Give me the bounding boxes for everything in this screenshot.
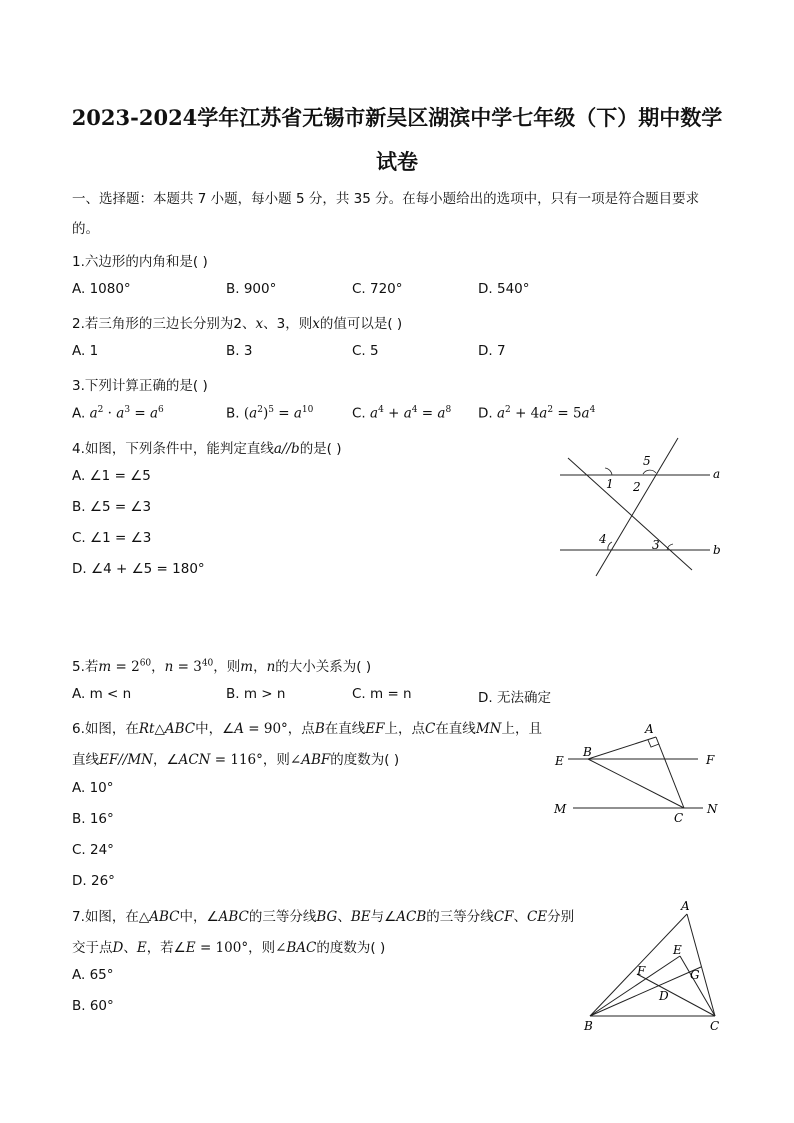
q5-option-c: C. m = n bbox=[352, 686, 412, 702]
q5-option-a: A. m < n bbox=[72, 686, 132, 702]
q1-option-a: A. 1080° bbox=[72, 281, 131, 297]
q6-option-b: B. 16° bbox=[72, 811, 114, 827]
q4-var-ab: a//b bbox=[273, 441, 300, 457]
q3-option-c-label: C. bbox=[352, 405, 366, 422]
q3-option-d: D. $a^2 + 4a^2 = 5a^4$ bbox=[478, 405, 596, 422]
q5-stem-sep: ， bbox=[151, 659, 165, 675]
q2-option-c: C. 5 bbox=[352, 343, 379, 359]
q6-figure bbox=[548, 715, 728, 830]
q1-stem: 1.六边形的内角和是( ) bbox=[72, 254, 208, 270]
q5-option-d: D. 无法确定 bbox=[478, 690, 551, 706]
q3-option-b: B. $(a^2)^5 = a^{10}$ bbox=[226, 405, 314, 422]
q7-option-a: A. 65° bbox=[72, 967, 114, 983]
q4-arc-5 bbox=[643, 470, 656, 474]
q4-stem-b: 的是( ) bbox=[299, 441, 342, 457]
q2-option-a: A. 1 bbox=[72, 343, 99, 359]
q6-option-a: A. 10° bbox=[72, 780, 114, 796]
q4-option-b: B. ∠5 = ∠3 bbox=[72, 499, 152, 515]
q5-stem-a: 5.若 bbox=[72, 659, 99, 675]
q4-option-a: A. ∠1 = ∠5 bbox=[72, 468, 151, 484]
q2-stem bbox=[72, 312, 402, 332]
q4-figure bbox=[550, 430, 730, 585]
q4-option-d: D. ∠4 + ∠5 = 180° bbox=[72, 561, 205, 577]
q4-label-3: 3 bbox=[652, 538, 660, 552]
q4-transversal-1 bbox=[596, 438, 678, 576]
q3-option-a-label: A. bbox=[72, 405, 86, 422]
q1-option-c: C. 720° bbox=[352, 281, 403, 297]
q7-label-g: G bbox=[690, 968, 700, 982]
paper-title-line1: 2023-2024学年江苏省无锡市新吴区湖滨中学七年级（下）期中数学 bbox=[71, 105, 723, 130]
q1-option-d: D. 540° bbox=[478, 281, 530, 297]
q4-label-4: 4 bbox=[599, 532, 607, 546]
q6-label-f: F bbox=[706, 753, 715, 767]
q4-stem-a: 4.如图，下列条件中，能判定直线 bbox=[72, 441, 274, 457]
q1-option-b: B. 900° bbox=[226, 281, 277, 297]
q6-label-m: M bbox=[554, 802, 567, 816]
section-instruction-line2: 的。 bbox=[72, 221, 99, 237]
q3-option-c: C. $a^4 + a^4 = a^8$ bbox=[352, 405, 452, 422]
q6-option-d: D. 26° bbox=[72, 873, 115, 889]
q2-stem-a: 2.若三角形的三边长分别为2、 bbox=[72, 316, 256, 332]
q4-stem bbox=[72, 437, 342, 457]
q6-stem-line1: 6.如图，在Rt△ABC中，∠A = 90°，点B在直线EF上，点C在直线MN上，且 bbox=[72, 721, 542, 737]
q6-stem-line2: 直线EF//MN，∠ACN = 116°，则∠ABF的度数为( ) bbox=[72, 752, 400, 768]
q4-arc-1 bbox=[605, 468, 612, 475]
q7-stem-line2: 交于点D、E，若∠E = 100°，则∠BAC的度数为( ) bbox=[72, 940, 386, 956]
q7-label-b: B bbox=[584, 1019, 593, 1033]
q7-line-be bbox=[590, 956, 680, 1016]
q7-label-f: F bbox=[637, 964, 646, 978]
q6-side-ac bbox=[656, 737, 684, 808]
q2-stem-b: 、3，则 bbox=[263, 316, 313, 332]
q6-side-ba bbox=[588, 737, 656, 759]
q6-label-a: A bbox=[645, 722, 654, 736]
q6-label-n: N bbox=[707, 802, 718, 816]
q3-option-a: A. $a^2 \cdot a^3 = a^6$ bbox=[72, 405, 164, 422]
q7-label-c: C bbox=[710, 1019, 720, 1033]
q4-label-5: 5 bbox=[643, 454, 651, 468]
q2-option-d: D. 7 bbox=[478, 343, 506, 359]
q5-stem-b: ，则 bbox=[213, 659, 241, 675]
q6-side-bc bbox=[588, 759, 684, 808]
q6-label-b: B bbox=[583, 745, 592, 759]
q3-option-d-label: D. bbox=[478, 405, 493, 422]
q5-option-b: B. m > n bbox=[226, 686, 286, 702]
q2-var-x2: x bbox=[312, 316, 320, 332]
q7-side-ac bbox=[687, 914, 715, 1016]
q2-option-b: B. 3 bbox=[226, 343, 253, 359]
q4-arc-3 bbox=[667, 544, 673, 550]
q4-option-c: C. ∠1 = ∠3 bbox=[72, 530, 152, 546]
q7-label-a: A bbox=[681, 900, 690, 913]
q7-option-b: B. 60° bbox=[72, 998, 114, 1014]
q7-label-d: D bbox=[659, 989, 669, 1003]
q6-label-c: C bbox=[674, 811, 684, 825]
q3-stem: 3.下列计算正确的是( ) bbox=[72, 378, 208, 394]
q3-option-b-label: B. bbox=[226, 405, 240, 422]
q7-stem-line1: 7.如图，在△ABC中，∠ABC的三等分线BG、BE与∠ACB的三等分线CF、CE分别 bbox=[72, 909, 575, 925]
q5-stem: 5.若$m = 2^{60}$，$n = 3^{40}$，则m，n的大小关系为( ) bbox=[72, 658, 372, 675]
q2-var-x: x bbox=[255, 316, 264, 332]
q7-figure bbox=[575, 900, 730, 1035]
q6-option-c: C. 24° bbox=[72, 842, 114, 858]
q7-label-e: E bbox=[673, 943, 682, 957]
section-instruction-line1: 一、选择题：本题共 7 小题，每小题 5 分，共 35 分。在每小题给出的选项中，只有一项是符合题目要求 bbox=[72, 191, 700, 207]
q4-label-1: 1 bbox=[606, 477, 614, 491]
q4-label-a: a bbox=[713, 467, 721, 481]
q2-stem-c: 的值可以是( ) bbox=[319, 316, 403, 332]
q4-label-2: 2 bbox=[633, 480, 641, 494]
paper-title-line2: 试卷 bbox=[376, 149, 418, 174]
q4-label-b: b bbox=[713, 543, 721, 557]
q4-arc-4 bbox=[608, 542, 612, 550]
q6-label-e: E bbox=[555, 754, 564, 768]
q5-stem-c: 的大小关系为( ) bbox=[275, 659, 372, 675]
q7-line-bg bbox=[590, 967, 701, 1016]
